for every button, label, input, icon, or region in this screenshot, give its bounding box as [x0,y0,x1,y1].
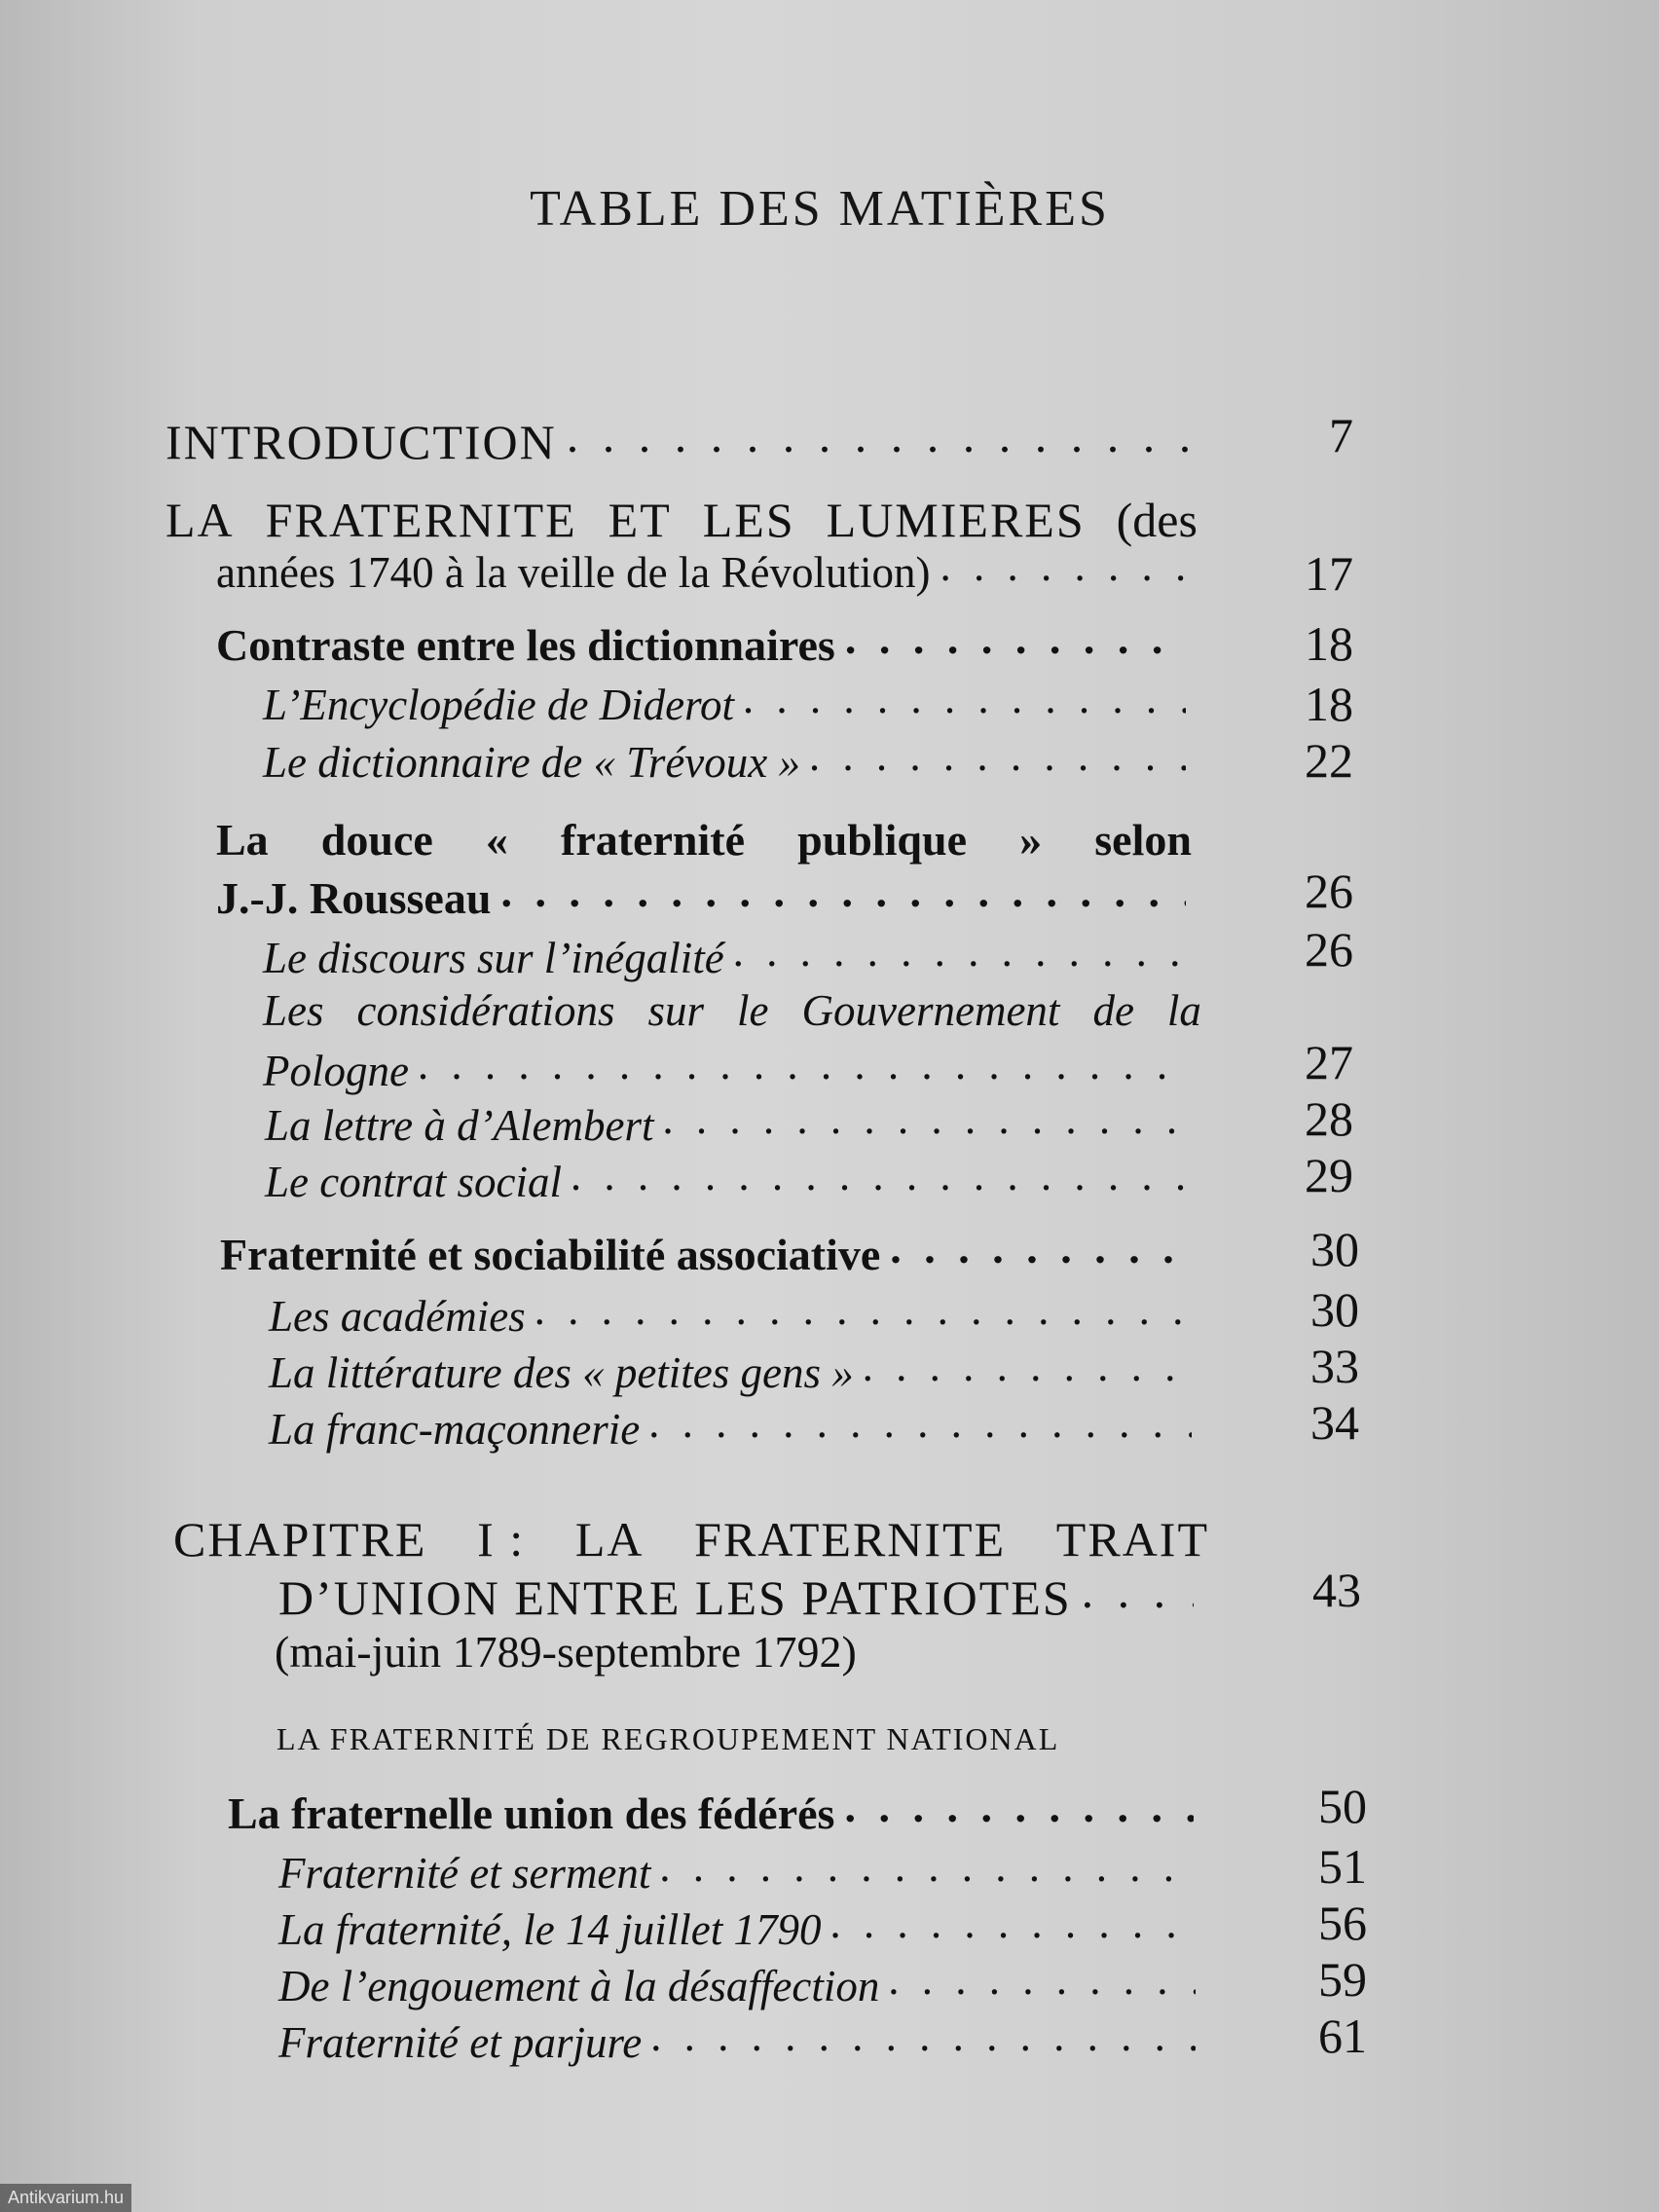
toc-label: La littérature des « petites gens » [269,1348,854,1397]
toc-word: sur [647,986,705,1035]
dot-leader [419,1039,1186,1089]
toc-band-label: LA FRATERNITÉ DE REGROUPEMENT NATIONAL [276,1721,1060,1756]
dot-leader [830,1898,1196,1948]
toc-page-number: 29 [1305,1148,1353,1202]
dot-leader [845,612,1186,664]
toc-label: La fraternité, le 14 juillet 1790 [278,1905,822,1954]
toc-label: Le discours sur l’inégalité [263,934,724,982]
toc-word: considérations [356,986,615,1035]
toc-page-number: 26 [1305,922,1353,977]
toc-page-number: 28 [1305,1091,1353,1146]
dot-leader [571,1150,1186,1200]
toc-heading-line [173,1511,1209,1567]
page-title: TABLE DES MATIÈRES [530,181,1110,237]
toc-label: Le dictionnaire de « Trévoux » [263,738,800,787]
toc-label: L’Encyclopédie de Diderot [263,681,734,729]
toc-page-number: 34 [1310,1395,1359,1450]
toc-heading-line [216,814,1192,866]
toc-label: La franc-maçonnerie [269,1405,641,1454]
toc-page-number: 56 [1318,1896,1367,1950]
toc-page-number: 26 [1305,864,1353,918]
toc-word: douce [320,815,433,865]
toc-page-number: 61 [1318,2009,1367,2063]
toc-word: la [1166,986,1201,1035]
toc-label: Fraternité et serment [278,1849,651,1898]
toc-word: LA [166,493,235,547]
toc-page-number: 33 [1310,1339,1359,1393]
toc-word: LA [574,1512,645,1567]
toc-word: TRAIT [1055,1512,1209,1567]
toc-label: Fraternité et parjure [278,2018,643,2067]
dot-leader [649,1397,1192,1448]
toc-word: fraternité [561,815,746,865]
toc-word: LES [702,493,795,547]
toc-word: I : [477,1512,526,1567]
toc-label: De l’engouement à la désaffection [278,1962,880,2010]
toc-page-number: 59 [1318,1952,1367,2007]
toc-word: (des [1116,493,1198,547]
toc-label: Le contrat social [265,1158,562,1206]
watermark: Antikvarium.hu [0,2184,131,2212]
toc-word: de [1092,986,1134,1035]
toc-page-number: 7 [1329,408,1353,462]
dot-leader [890,1222,1190,1273]
dot-leader [500,866,1186,917]
toc-page-number: 18 [1305,677,1353,731]
dot-leader [660,1841,1196,1892]
toc-label: Les académies [269,1292,526,1341]
toc-word: FRATERNITE [265,493,577,547]
toc-word: LUMIERES [826,493,1086,547]
dot-leader [567,407,1194,463]
toc-label: La fraternelle union des fédérés [228,1788,835,1838]
dot-leader [744,673,1186,723]
toc-word: La [216,815,269,865]
toc-word: CHAPITRE [173,1512,427,1567]
toc-label: J.-J. Rousseau [216,873,492,923]
toc-page-number: 18 [1305,616,1353,671]
toc-label: Fraternité et sociabilité associative [220,1230,881,1279]
dot-leader [864,1341,1192,1391]
toc-page-number: 30 [1310,1222,1359,1276]
dot-leader [889,1954,1196,2005]
dot-leader [940,540,1186,591]
dot-leader [734,926,1186,977]
dot-leader [535,1284,1192,1335]
toc-word: Les [263,986,324,1035]
toc-page-number: 27 [1305,1035,1353,1089]
toc-word: FRATERNITE [694,1512,1007,1567]
toc-label: Pologne [263,1047,409,1095]
toc-word: Gouvernement [801,986,1060,1035]
toc-page-number: 50 [1318,1779,1367,1833]
toc-word: selon [1094,815,1192,865]
toc-page-number: 22 [1305,733,1353,788]
dot-leader [651,2010,1196,2061]
toc-label: INTRODUCTION [166,415,557,469]
dot-leader [810,730,1186,781]
toc-label: Contraste entre les dictionnaires [216,620,835,670]
dot-leader [664,1093,1186,1144]
toc-subtitle: (mai-juin 1789-septembre 1792) [275,1627,857,1677]
toc-page-number: 30 [1310,1282,1359,1337]
toc-word: le [737,986,769,1035]
toc-page-number: 17 [1305,546,1353,601]
dot-leader [844,1781,1194,1832]
toc-word: » [1019,815,1043,865]
dot-leader [1082,1563,1194,1619]
toc-word: publique [797,815,968,865]
toc-heading-line [263,985,1201,1036]
toc-label: D’UNION ENTRE LES PATRIOTES [278,1570,1072,1625]
toc-word: « [485,815,508,865]
toc-label: La lettre à d’Alembert [265,1101,654,1150]
toc-label: années 1740 à la veille de la Révolution) [216,548,931,597]
toc-word: ET [608,493,672,547]
toc-page-number: 51 [1318,1839,1367,1894]
toc-page-number: 43 [1312,1563,1361,1617]
